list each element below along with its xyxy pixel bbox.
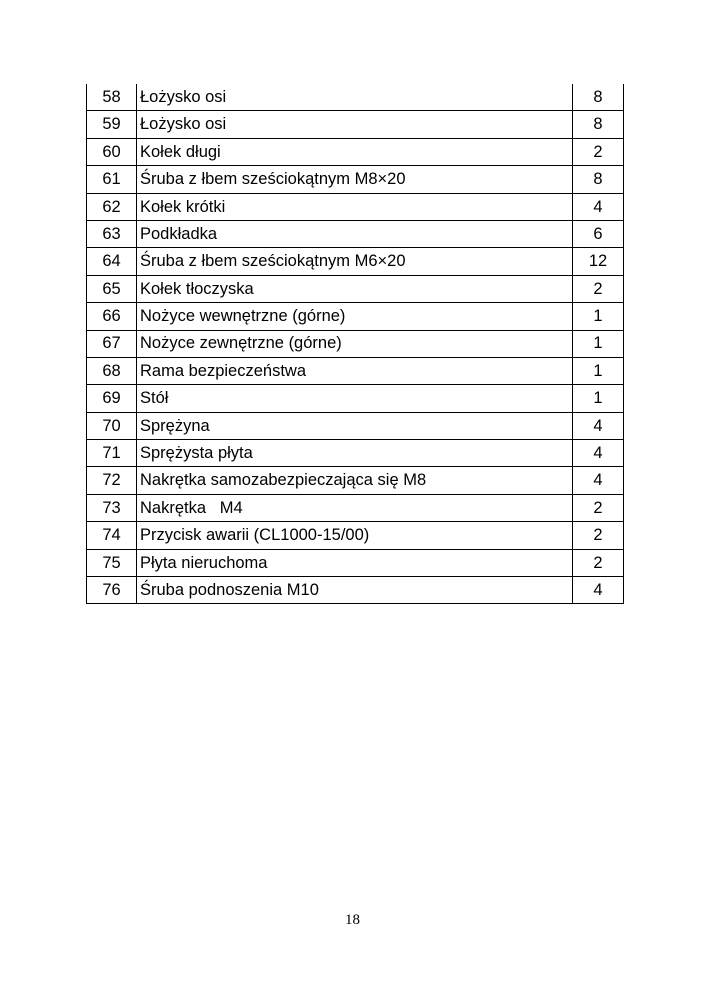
part-number-cell: 69 [87,385,137,412]
part-name-cell: Śruba z łbem sześciokątnym M6×20 [137,248,573,275]
part-quantity-cell: 12 [573,248,624,275]
part-name-cell: Łożysko osi [137,111,573,138]
part-quantity-cell: 2 [573,138,624,165]
part-number-cell: 60 [87,138,137,165]
table-row [87,467,624,494]
part-number-cell: 66 [87,303,137,330]
table-row [87,522,624,549]
part-name-cell: Sprężysta płyta [137,440,573,467]
part-quantity-cell: 4 [573,412,624,439]
part-quantity-cell: 2 [573,522,624,549]
part-number-cell: 71 [87,440,137,467]
part-number-cell: 65 [87,275,137,302]
table-row [87,549,624,576]
part-quantity-cell: 1 [573,385,624,412]
parts-table-body [87,84,624,604]
part-quantity-cell: 6 [573,220,624,247]
part-name-cell: Sprężyna [137,412,573,439]
part-number-cell: 64 [87,248,137,275]
part-quantity-cell: 4 [573,193,624,220]
table-row [87,440,624,467]
part-name-cell: Kołek długi [137,138,573,165]
part-name-cell: Podkładka [137,220,573,247]
part-quantity-cell: 2 [573,549,624,576]
table-row [87,330,624,357]
part-number-cell: 68 [87,357,137,384]
part-number-cell: 63 [87,220,137,247]
part-number-cell: 58 [87,84,137,111]
part-number-cell: 67 [87,330,137,357]
part-quantity-cell: 1 [573,357,624,384]
part-quantity-cell: 4 [573,440,624,467]
part-quantity-cell: 4 [573,467,624,494]
part-name-cell: Łożysko osi [137,84,573,111]
parts-table [86,84,624,604]
part-number-cell: 72 [87,467,137,494]
part-quantity-cell: 8 [573,84,624,111]
part-number-cell: 76 [87,577,137,604]
table-row [87,357,624,384]
part-quantity-cell: 2 [573,275,624,302]
part-number-cell: 70 [87,412,137,439]
part-number-cell: 61 [87,166,137,193]
part-quantity-cell: 1 [573,330,624,357]
part-quantity-cell: 8 [573,111,624,138]
part-name-cell: Nakrętka M4 [137,494,573,521]
part-name-cell: Płyta nieruchoma [137,549,573,576]
part-number-cell: 59 [87,111,137,138]
part-name-cell: Kołek krótki [137,193,573,220]
table-row [87,494,624,521]
part-number-cell: 74 [87,522,137,549]
table-row [87,138,624,165]
table-row [87,412,624,439]
table-row [87,275,624,302]
table-row [87,248,624,275]
part-name-cell: Śruba z łbem sześciokątnym M8×20 [137,166,573,193]
part-name-cell: Kołek tłoczyska [137,275,573,302]
part-quantity-cell: 2 [573,494,624,521]
part-name-cell: Śruba podnoszenia M10 [137,577,573,604]
table-row [87,220,624,247]
table-row [87,385,624,412]
part-name-cell: Nożyce zewnętrzne (górne) [137,330,573,357]
part-number-cell: 73 [87,494,137,521]
part-number-cell: 62 [87,193,137,220]
part-quantity-cell: 8 [573,166,624,193]
table-row [87,577,624,604]
part-name-cell: Stół [137,385,573,412]
part-name-cell: Przycisk awarii (CL1000-15/00) [137,522,573,549]
page-number: 18 [345,912,360,928]
table-row [87,111,624,138]
part-quantity-cell: 1 [573,303,624,330]
part-name-cell: Rama bezpieczeństwa [137,357,573,384]
part-name-cell: Nożyce wewnętrzne (górne) [137,303,573,330]
part-quantity-cell: 4 [573,577,624,604]
part-number-cell: 75 [87,549,137,576]
table-row [87,166,624,193]
table-row [87,84,624,111]
table-row [87,193,624,220]
part-name-cell: Nakrętka samozabezpieczająca się M8 [137,467,573,494]
table-row [87,303,624,330]
